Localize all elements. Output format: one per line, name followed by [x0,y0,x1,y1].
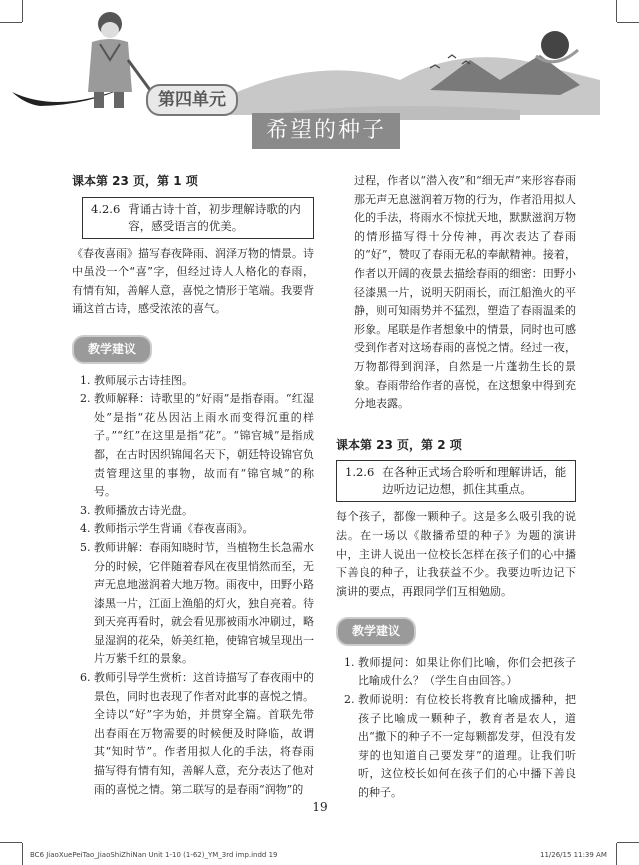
page-number: 19 [312,800,328,814]
print-timestamp: 11/26/15 11:39 AM [540,851,607,859]
standard-text: 在各种正式场合聆听和理解讲话，能边听边记边想，抓住其重点。 [382,465,567,497]
standard-box-1 [82,197,314,239]
teaching-steps-list [336,654,576,803]
list-item: 2. 教师解释：诗歌里的“好雨”是指春雨。“红湿处”是指“花丛因沾上雨水而变得沉重的样子。”“红”在这里是指“花”。“锦官城”是指成都，在古时因织锦闻名天下，朝廷特设锦官负责管理这里的事物，故而有“锦官城”的称号。 [94,390,314,502]
teaching-steps-list [72,372,314,800]
standard-box-2 [336,460,576,502]
student-figure [88,12,150,108]
crop-mark-bottom-right-v [616,843,617,865]
right-column [336,172,576,803]
standard-text: 背诵古诗十首，初步理解诗歌的内容，感受语言的优美。 [128,201,301,233]
bird-icon [448,55,456,58]
standard-code: 4.2.6 [91,201,121,216]
unit-title: 希望的种子 [252,113,400,149]
crop-mark-bottom-left-h [0,842,22,843]
file-info: BC6 JiaoXuePeiTao_JiaoShiZhiNan Unit 1-10 (1-62)_YM_3rd imp.indd 19 [30,851,278,859]
list-item: 1. 教师提问：如果让你们比喻，你们会把孩子比喻成什么？（学生自由回答。） [358,654,576,691]
list-item: 2. 教师说明：有位校长将教育比喻成播种，把孩子比喻成一颗种子，教育者是农人，道出“撒下的种子不一定每颗都发芽，但没有发芽的也知道自己要发芽”的道理。让我们听听，这位校长如何在孩子们的心中播下善良的种子。 [358,691,576,803]
list-item: 1. 教师展示古诗挂图。 [94,372,314,391]
list-item: 5. 教师讲解：春雨知晓时节，当植物生长急需水分的时候，它伴随着春风在夜里悄然而至，无声无息地滋润着大地万物。雨夜中，田野小路漆黑一片，江面上渔船的灯火，独自亮着。待到天亮再看时，就会看见那被雨水冲刷过，略显湿润的花朵，娇美红艳，使锦官城呈现出一片万紫千红的景象。 [94,539,314,669]
list-item: 3. 教师播放古诗光盘。 [94,502,314,521]
crop-mark-bottom-right-h [617,842,639,843]
list-item: 4. 教师指示学生背诵《春夜喜雨》。 [94,520,314,539]
crop-mark-bottom-left-v [22,843,23,865]
teaching-tips-label: 教学建议 [336,617,416,646]
list-item: 6. 教师引导学生赏析：这首诗描写了春夜雨中的景色，同时也表现了作者对此事的喜悦之情。全诗以“好”字为始，并贯穿全篇。首联先带出春雨在万物需要的时候便及时降临，故谓其“知时节”。作者用拟人化的手法，将春雨描写得有情有知，善解人意，充分表达了他对雨的喜悦之情。第二联写的是春雨“润物”的 [94,669,314,799]
section-2-intro: 每个孩子，都像一颗种子。这是多么吸引我的说法。在一场以《散播希望的种子》为题的演讲中，主讲人说出一位校长怎样在孩子们的心中播下善良的种子，让我获益不少。我要边听边记下演讲的要点，再跟同学们互相勉励。 [336,510,576,598]
sun-icon [541,31,569,59]
left-column [72,172,314,799]
section-1-heading: 课本第 23 页，第 1 项 [72,174,198,188]
section-2-heading: 课本第 23 页，第 2 项 [336,437,462,452]
unit-label: 第四单元 [146,84,238,116]
teaching-tips-label: 教学建议 [72,335,152,364]
unit-banner [0,0,639,160]
standard-code: 1.2.6 [345,465,375,480]
continuation-text: 过程，作者以“潜入夜”和“细无声”来形容春雨那无声无息滋润着万物的行为，作者沿用拟人化的手法，将雨水不惊扰天地，默默滋润万物的情形描写得十分传神，再次表达了春雨的“好”，赞叹了春雨无私的奉献精神。接着，作者以开阔的夜景去描绘春雨的细密：田野小径漆黑一片，说明天阴雨长，而江船渔火的平静，则可知雨势并不猛烈，塑造了春雨温柔的形象。尾联是作者想象中的情景，同时也可感受到作者对这场春雨的喜悦之情。经过一夜，万物都得到润泽，自然是一片蓬勃生长的景象。春雨带给作者的喜悦，在这想象中得到充分地表露。 [354,174,576,411]
section-1-intro: 《春夜喜雨》描写春夜降雨、润泽万物的情景。诗中虽没一个“喜”字，但经过诗人人格化的春雨，有情有知，善解人意，喜悦之情形于笔端。我要背诵这首古诗，感受浓浓的喜气。 [72,246,314,316]
